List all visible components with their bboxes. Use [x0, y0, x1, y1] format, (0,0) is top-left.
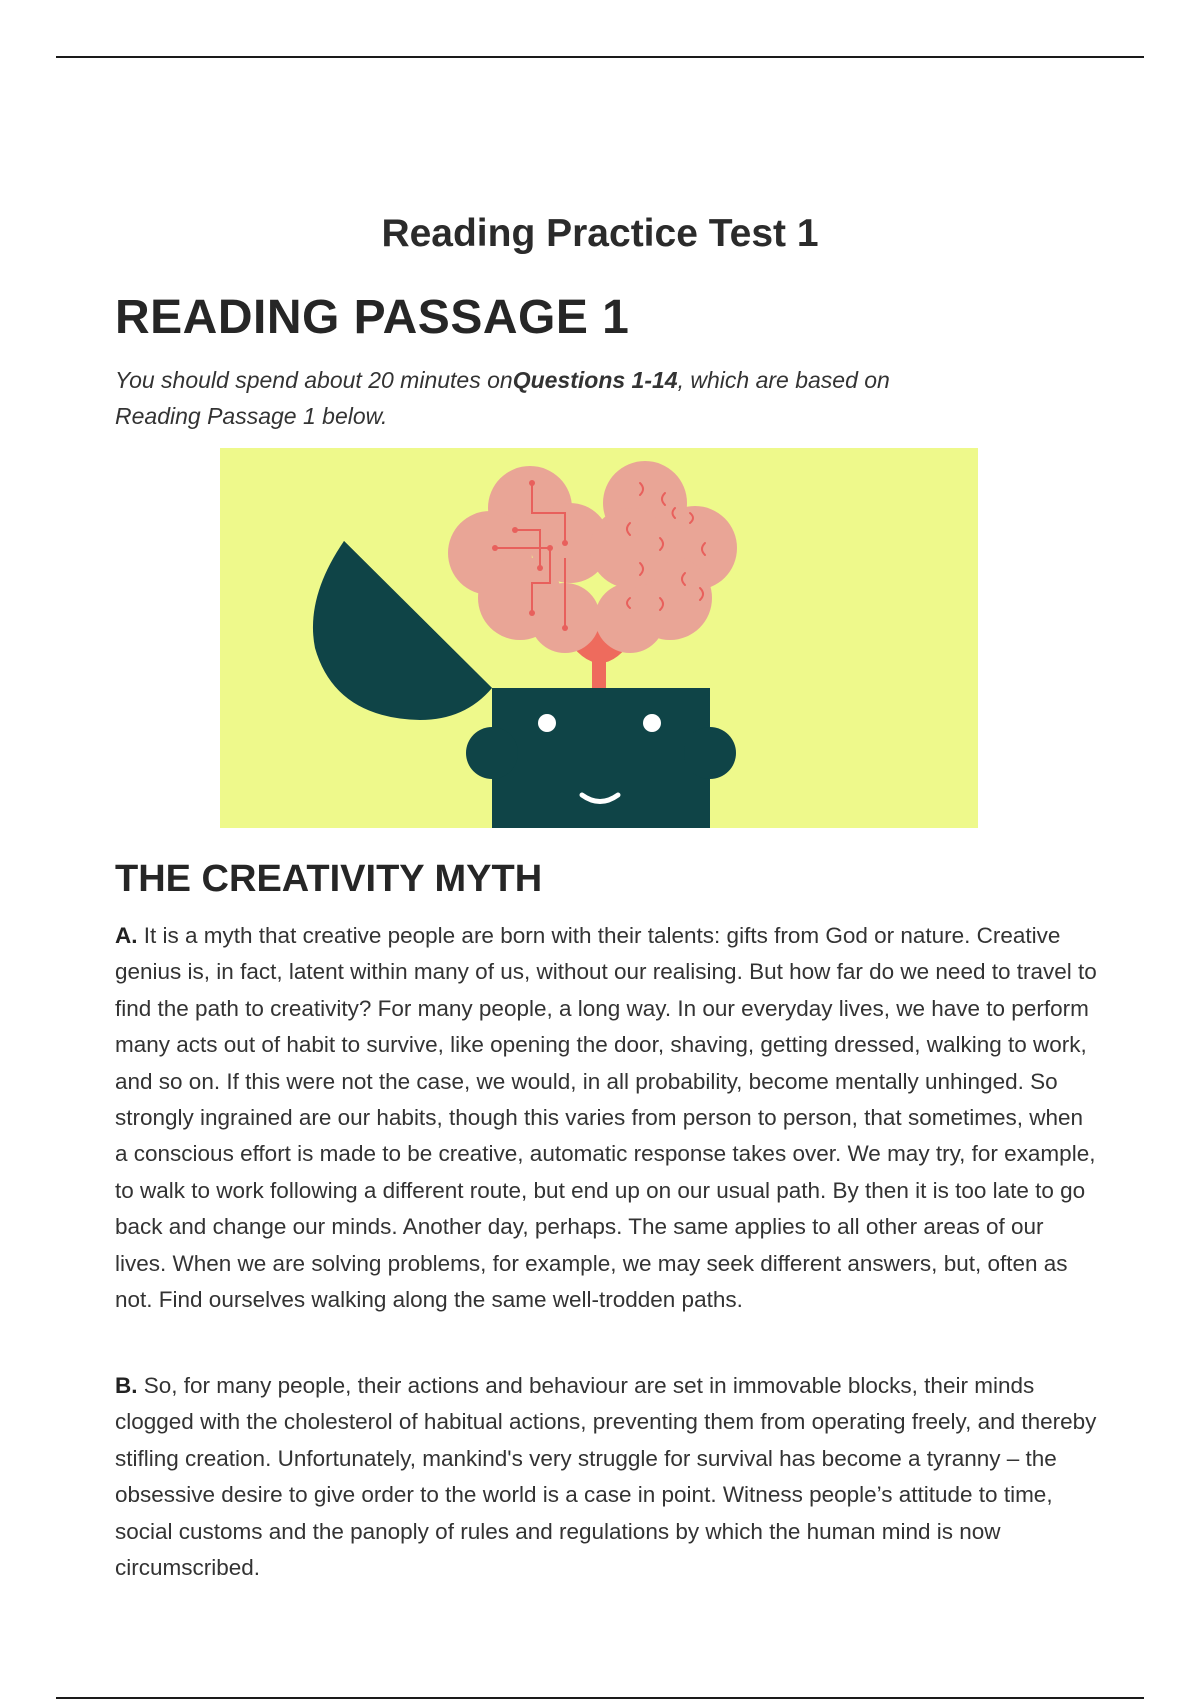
open-head-brain-illustration [220, 448, 978, 828]
brain-stem-neck [592, 653, 606, 693]
paragraph-text: So, for many people, their actions and behaviour are set in immovable blocks, their minds clogged with the cholesterol of habitual actions, preventing them from operating freely, and thereby stifling creation. Unfortunately, mankind's very struggle for survival has become a tyranny – the obsessive desire to give order to the world is a case in point. Witness people’s attitude to time, social customs and the panoply of rules and regulations by which the human mind is now circumscribed. [115, 1373, 1097, 1581]
passage-heading: READING PASSAGE 1 [115, 291, 630, 344]
paragraph-a [115, 918, 1100, 1318]
article-title: THE CREATIVITY MYTH [115, 858, 543, 900]
paragraph-letter: A. [115, 923, 138, 948]
paragraph-text: It is a myth that creative people are born with their talents: gifts from God or nature. Creative genius is, in fact, latent within many of us, without our realising. But how far do we need to travel to find the path to creativity? For many people, a long way. In our everyday lives, we have to perform many acts out of habit to survive, like opening the door, shaving, getting dressed, walking to work, and so on. If this were not the case, we would, in all probability, become mentally unhinged. So strongly ingrained are our habits, though this varies from person to person, that sometimes, when a conscious effort is made to be creative, automatic response takes over. We may try, for example, to walk to work following a different route, but end up on our usual path. By then it is too late to go back and change our minds. Another day, perhaps. The same applies to all other areas of our lives. When we are solving problems, for example, we may seek different answers, but, often as not. Find ourselves walking along the same well-trodden paths. [115, 923, 1097, 1313]
bottom-rule [56, 1697, 1144, 1699]
head [492, 688, 710, 828]
paragraph-letter: B. [115, 1373, 138, 1398]
instructions-prefix: You should spend about 20 minutes on [115, 367, 513, 393]
instructions [115, 362, 915, 434]
left-ear [466, 727, 518, 779]
instructions-questions: Questions 1-14 [512, 367, 678, 393]
paragraph-b [115, 1368, 1100, 1586]
instructions-suffix: , which are based on Reading Passage 1 below. [115, 367, 890, 429]
top-rule [56, 56, 1144, 58]
right-eye [643, 714, 661, 732]
left-eye [538, 714, 556, 732]
page-title: Reading Practice Test 1 [381, 212, 819, 255]
right-ear [684, 727, 736, 779]
